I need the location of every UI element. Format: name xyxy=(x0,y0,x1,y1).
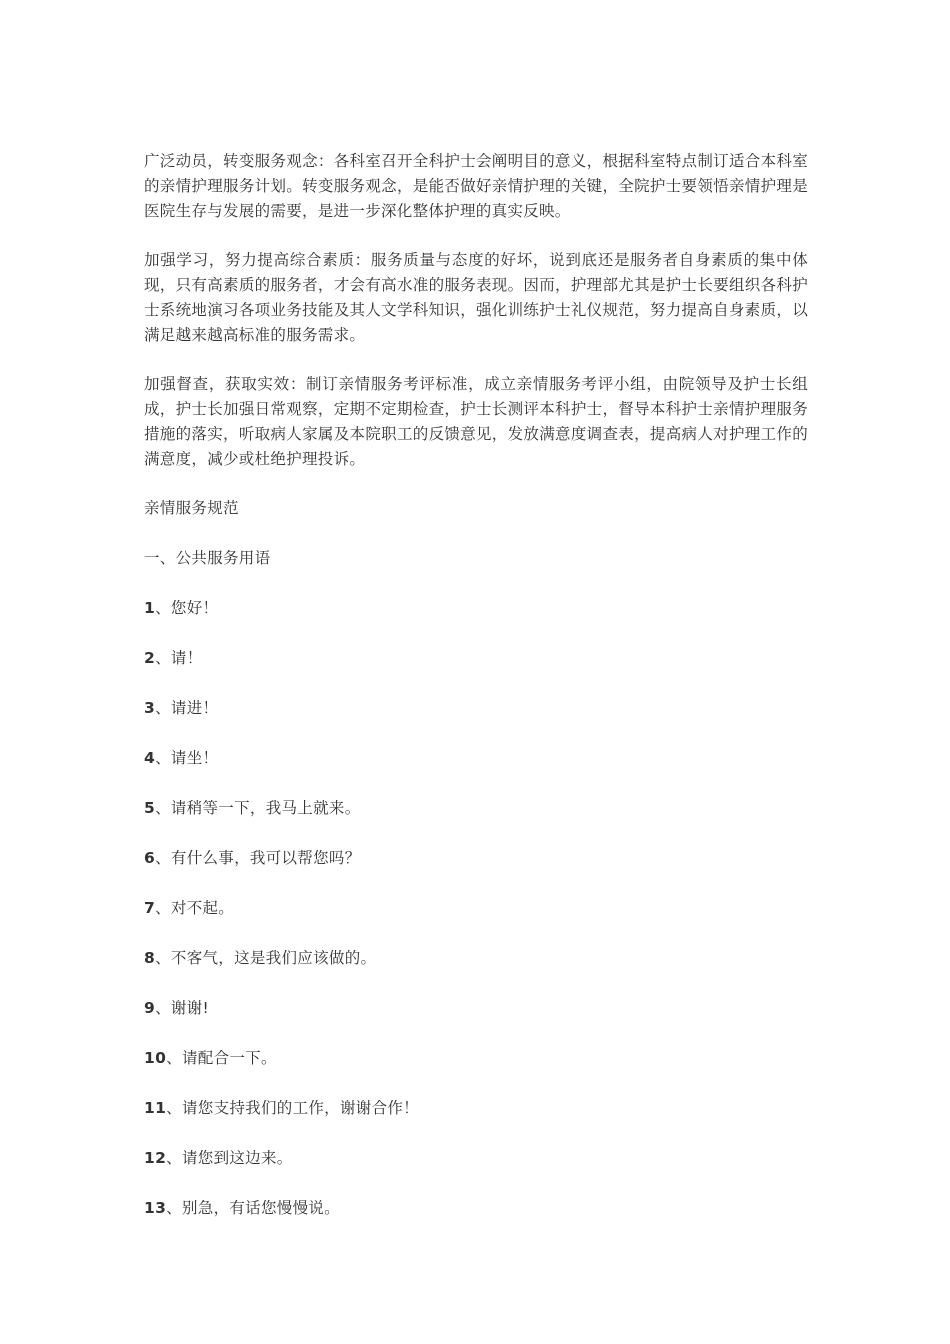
item-number: 7 xyxy=(144,899,156,917)
item-number: 4 xyxy=(144,749,156,767)
item-number: 5 xyxy=(144,799,156,817)
section-title: 亲情服务规范 xyxy=(144,499,239,517)
list-item xyxy=(144,1196,808,1221)
item-number: 12 xyxy=(144,1149,167,1167)
item-text: 、请！ xyxy=(155,649,203,667)
item-number: 1 xyxy=(144,599,156,617)
list-item xyxy=(144,646,808,671)
list-item xyxy=(144,696,808,721)
list-item xyxy=(144,896,808,921)
list-item xyxy=(144,1146,808,1171)
phrase-list xyxy=(144,596,808,1221)
item-text: 、请您支持我们的工作，谢谢合作！ xyxy=(166,1099,419,1117)
item-text: 、请您到这边来。 xyxy=(166,1149,293,1167)
item-number: 8 xyxy=(144,949,156,967)
list-item xyxy=(144,946,808,971)
item-text: 、您好！ xyxy=(155,599,219,617)
paragraph-supervision: 加强督查，获取实效：制订亲情服务考评标准，成立亲情服务考评小组，由院领导及护士长组成，护士长加强日常观察，定期不定期检查，护士长测评本科护士，督导本科护士亲情护理服务措施的落实，听取病人家属及本院职工的反馈意见，发放满意度调查表，提高病人对护理工作的满意度，减少或杜绝护理投诉。 xyxy=(144,375,808,468)
list-item xyxy=(144,596,808,621)
item-text: 、谢谢! xyxy=(155,999,210,1017)
list-item xyxy=(144,996,808,1021)
item-text: 、请稍等一下，我马上就来。 xyxy=(155,799,361,817)
item-text: 、请进！ xyxy=(155,699,219,717)
document-page xyxy=(144,149,808,1246)
subsection-title: 一、公共服务用语 xyxy=(144,549,271,567)
item-text: 、请坐！ xyxy=(155,749,219,767)
item-text: 、别急，有话您慢慢说。 xyxy=(166,1199,340,1217)
item-number: 9 xyxy=(144,999,156,1017)
paragraph-study: 加强学习，努力提高综合素质：服务质量与态度的好坏，说到底还是服务者自身素质的集中体现，只有高素质的服务者，才会有高水准的服务表现。因而，护理部尤其是护士长要组织各科护士系统地演习各项业务技能及其人文学科知识，强化训练护士礼仪规范，努力提高自身素质，以满足越来越高标准的服务需求。 xyxy=(144,251,808,344)
item-number: 11 xyxy=(144,1099,167,1117)
list-item xyxy=(144,1046,808,1071)
list-item xyxy=(144,796,808,821)
list-item xyxy=(144,846,808,871)
item-number: 3 xyxy=(144,699,156,717)
item-text: 、有什么事，我可以帮您吗？ xyxy=(155,849,361,867)
paragraph-mobilization: 广泛动员，转变服务观念：各科室召开全科护士会阐明目的意义，根据科室特点制订适合本科室的亲情护理服务计划。转变服务观念，是能否做好亲情护理的关键，全院护士要领悟亲情护理是医院生存与发展的需要，是进一步深化整体护理的真实反映。 xyxy=(144,152,808,220)
item-number: 10 xyxy=(144,1049,167,1067)
item-text: 、对不起。 xyxy=(155,899,235,917)
item-text: 、不客气，这是我们应该做的。 xyxy=(155,949,377,967)
list-item xyxy=(144,746,808,771)
item-text: 、请配合一下。 xyxy=(166,1049,277,1067)
list-item xyxy=(144,1096,808,1121)
item-number: 13 xyxy=(144,1199,167,1217)
item-number: 6 xyxy=(144,849,156,867)
item-number: 2 xyxy=(144,649,156,667)
